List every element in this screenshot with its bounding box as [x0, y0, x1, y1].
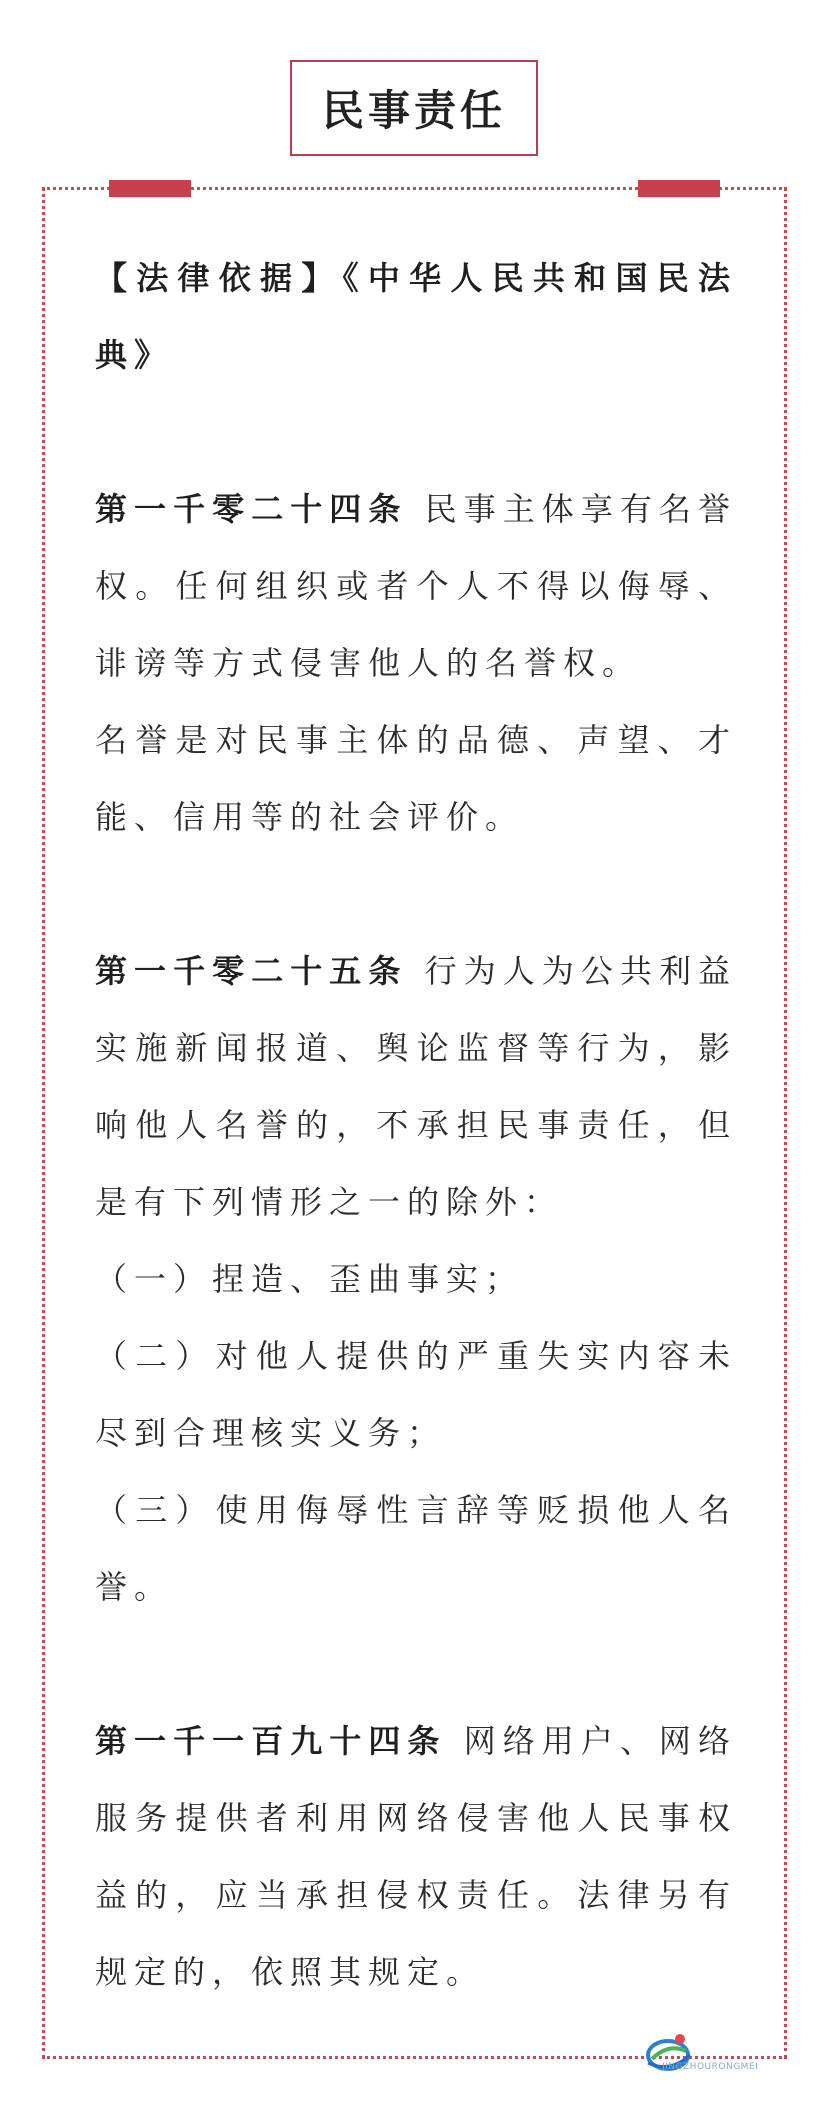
- article-text: 行为人为公共利益实施新闻报道、舆论监督等行为，影响他人名誉的，不承担民事责任，但是有下列情形之一的除外：: [95, 952, 737, 1221]
- legal-basis-law: 《中华人民共和国民法典》: [95, 259, 737, 374]
- legal-basis: [95, 240, 737, 394]
- frame-tab-right: [638, 180, 720, 197]
- article-item: （三）使用侮辱性言辞等贬损他人名誉。: [95, 1491, 737, 1606]
- page-title: 民事责任: [321, 86, 506, 135]
- article-item: （二）对他人提供的严重失实内容未尽到合理核实义务；: [95, 1337, 737, 1452]
- spacer: [95, 856, 737, 933]
- article-text: 民事主体享有名誉权。任何组织或者个人不得以侮辱、诽谤等方式侵害他人的名誉权。: [95, 490, 737, 682]
- article-1024: [95, 471, 737, 702]
- article-item: （一）捏造、歪曲事实；: [95, 1260, 525, 1298]
- title-box: [290, 60, 538, 156]
- article-1194: [95, 1703, 737, 2011]
- frame-tab-left: [109, 180, 191, 197]
- legal-basis-label: 【法律依据】: [95, 259, 343, 297]
- article-number: 第一千零二十五条: [95, 952, 408, 990]
- article-number: 第一千零二十四条: [95, 490, 408, 528]
- article-1025: [95, 933, 737, 1241]
- article-text: 网络用户、网络服务提供者利用网络侵害他人民事权益的，应当承担侵权责任。法律另有规定的，依照其规定。: [95, 1722, 737, 1991]
- article-content: [95, 240, 737, 2011]
- spacer: [95, 1626, 737, 1703]
- article-paragraph: 名誉是对民事主体的品德、声望、才能、信用等的社会评价。: [95, 721, 737, 836]
- globe-logo-icon: [640, 2025, 790, 2085]
- spacer: [95, 394, 737, 471]
- article-number: 第一千一百九十四条: [95, 1722, 447, 1760]
- watermark-caption: JINGZHOURONGMEI: [662, 2062, 759, 2072]
